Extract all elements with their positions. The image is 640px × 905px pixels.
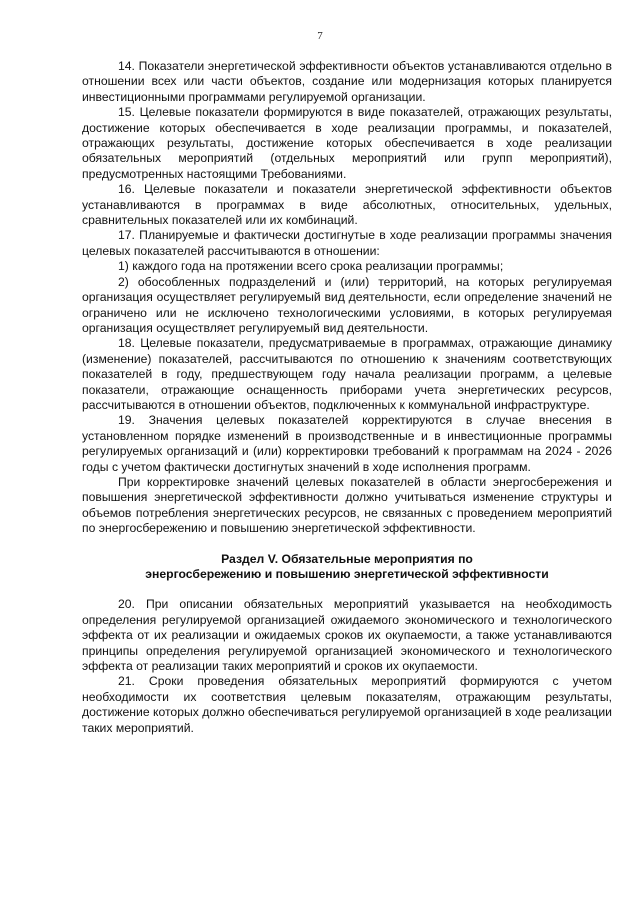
paragraph-15: 15. Целевые показатели формируются в виде показателей, отражающих результаты, достижение которых обеспечивается в ходе реализации программы, и показателей, отражающих результаты, достижение которых обеспечивается в ходе реализации обязательных мероприятий (отдельных мероприятий или групп мероприятий), предусмотренных настоящими Требованиями. — [82, 105, 612, 181]
paragraph-17-item-2: 2) обособленных подразделений и (или) территорий, на которых регулируемая организация осуществляет регулируемый вид деятельности, если определение значений не ограничено или не исключено технологическими условиями, в которых регулируемая организация осуществляет регулируемый вид деятельности. — [82, 274, 612, 335]
paragraph-19-note: При корректировке значений целевых показателей в области энергосбережения и повышения энергетической эффективности должно учитываться изменение структуры и объемов потребления энергетических ресурсов, не связанных с проведением мероприятий по энергосбережению и повышению энергетической эффективности. — [82, 474, 612, 536]
paragraph-19: 19. Значения целевых показателей корректируются в случае внесения в установленном порядке изменений в производственные и в инвестиционные программы регулируемых организаций и (или) корректировки требований к программам на 2024 - 2026 годы с учетом фактически достигнутых значений в ходе исполнения программ. — [82, 413, 612, 474]
section-heading-line-2: энергосбережению и повышению энергетической эффективности — [145, 567, 549, 581]
section-heading-line-1: Раздел V. Обязательные мероприятия по — [221, 551, 473, 566]
page-number: 7 — [317, 30, 323, 42]
section-heading — [82, 552, 612, 583]
paragraph-17-item-1: 1) каждого года на протяжении всего срока реализации программы; — [118, 259, 504, 274]
spacer — [82, 537, 612, 552]
paragraph-18: 18. Целевые показатели, предусматриваемые в программах, отражающие динамику (изменение) показателей, рассчитываются по отношению к значениям соответствующих показателей в году, предшествующем году начала реализации программ, а целевые показатели, отражающие оснащенность приборами учета энергетических ресурсов, рассчитываются в отношении объектов, подключенных к коммунальной инфраструктуре. — [82, 336, 612, 412]
paragraph-21: 21. Сроки проведения обязательных мероприятий формируются с учетом необходимости их соответствия целевым показателям, отражающим результаты, достижение которых должно обеспечиваться регулируемой организацией в ходе реализации таких мероприятий. — [82, 674, 612, 735]
paragraph-20: 20. При описании обязательных мероприятий указывается на необходимость определения регулируемой организацией ожидаемого экономического и технологического эффекта от их реализации и ожидаемых сроков их окупаемости, а также устанавливаются принципы определения регулируемой организацией экономического и технологического эффекта от реализации таких мероприятий и сроков их окупаемости. — [82, 597, 612, 674]
spacer — [82, 582, 612, 597]
paragraph-16: 16. Целевые показатели и показатели энергетической эффективности объектов устанавливаются в программах в виде абсолютных, относительных, удельных, сравнительных показателей или их комбинаций. — [82, 182, 612, 228]
paragraph-14: 14. Показатели энергетической эффективности объектов устанавливаются отдельно в отношении всех или части объектов, создание или модернизация которых планируется инвестиционными программами регулируемой организации. — [82, 59, 612, 104]
document-body — [82, 59, 612, 736]
paragraph-17: 17. Планируемые и фактически достигнутые в ходе реализации программы значения целевых показателей рассчитываются в отношении: — [82, 228, 612, 258]
